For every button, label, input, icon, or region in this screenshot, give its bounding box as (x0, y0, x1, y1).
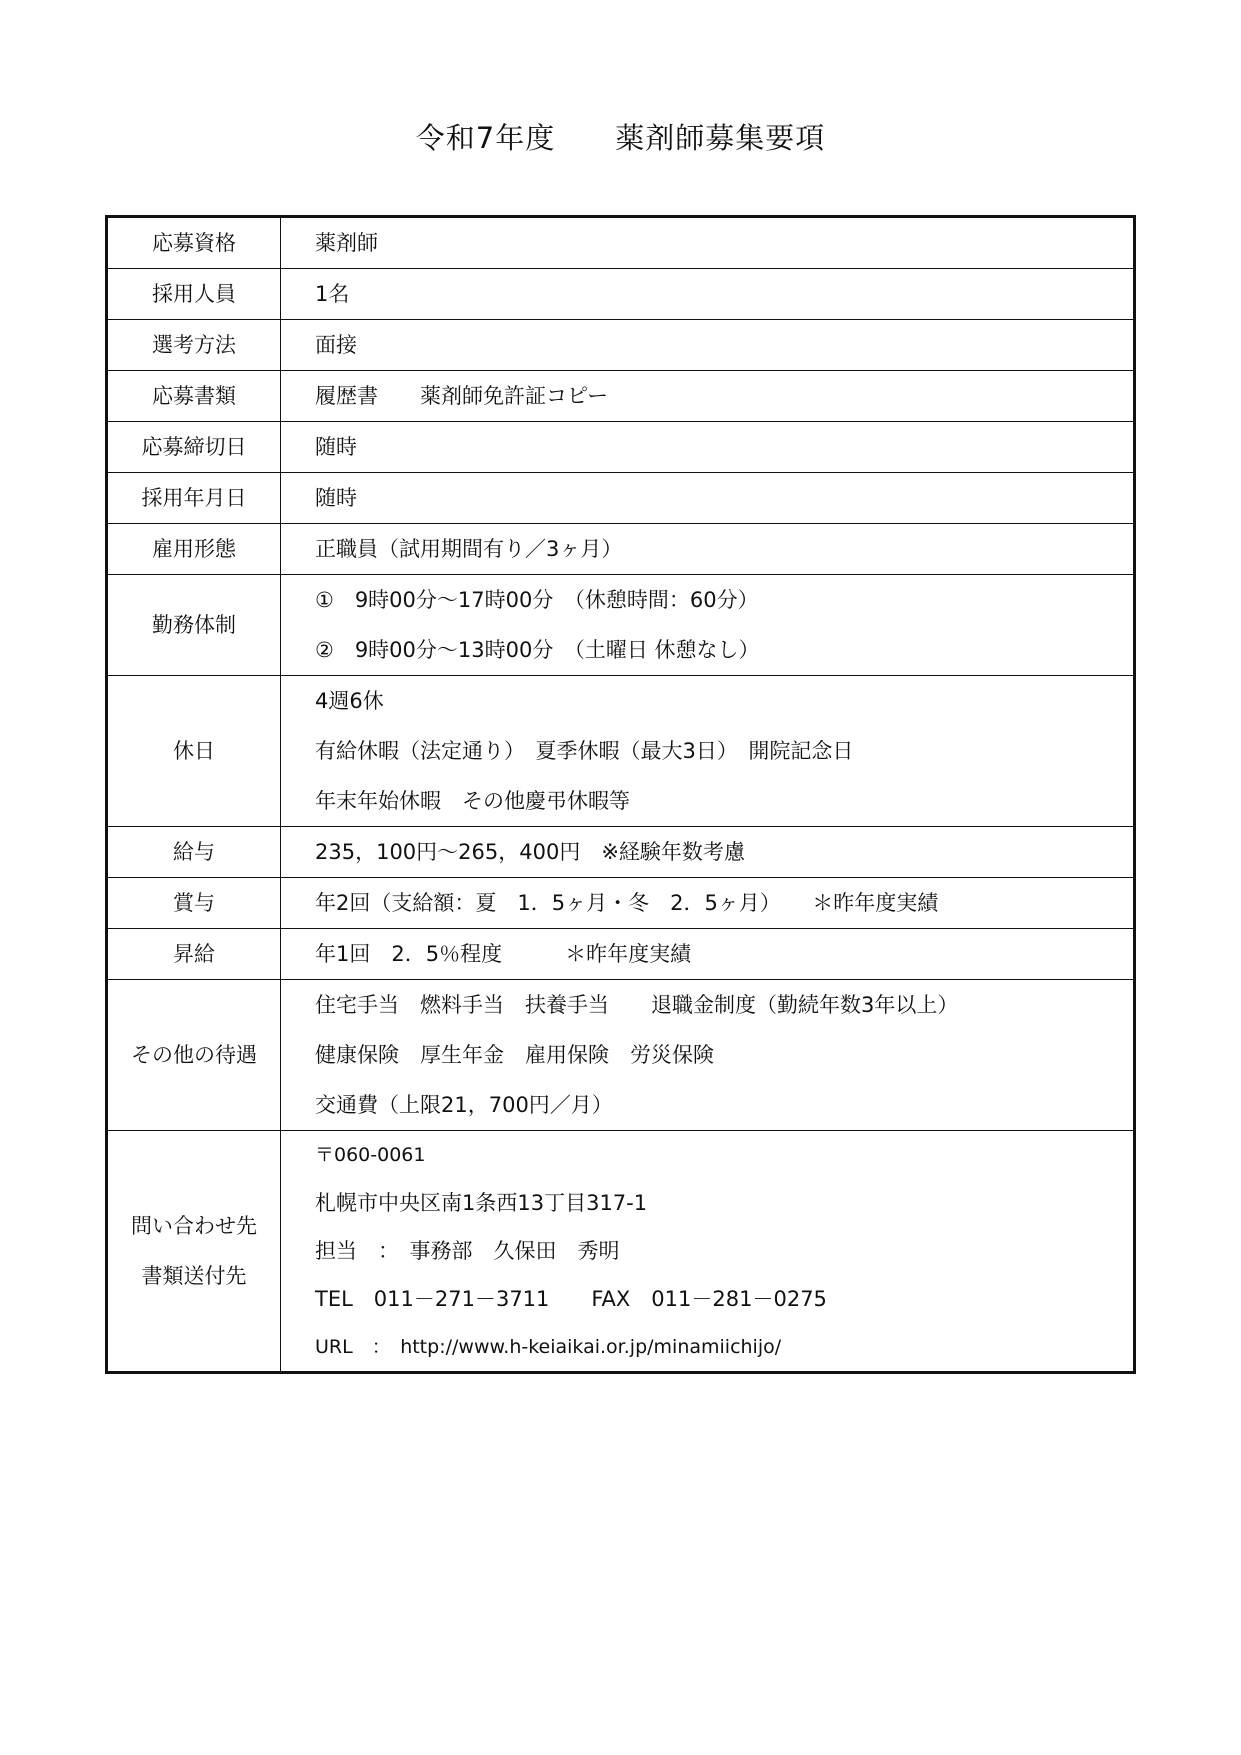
contact-label-line: 問い合わせ先 (131, 1214, 257, 1238)
row-value-line: ① 9時00分～17時00分 （休憩時間：60分） (315, 588, 759, 612)
row-label (107, 929, 281, 980)
row-value-line: 交通費（上限21，700円／月） (315, 1093, 613, 1117)
row-label (107, 524, 281, 575)
row-label-text: 応募締切日 (141, 435, 247, 459)
row-label-text: 賞与 (173, 891, 215, 915)
row-value-line: 1名 (315, 281, 350, 306)
contact-label-line: 書類送付先 (141, 1264, 247, 1288)
row-label-text: 採用年月日 (141, 486, 247, 510)
table-row (107, 827, 1135, 878)
address: 札幌市中央区南1条西13丁目317-1 (315, 1191, 648, 1215)
row-label (107, 575, 281, 676)
row-label-text: 勤務体制 (152, 613, 236, 637)
contact-label (107, 1131, 281, 1373)
row-label (107, 473, 281, 524)
row-label-text: その他の待遇 (131, 1043, 257, 1067)
row-label (107, 269, 281, 320)
contact-row (107, 1131, 1135, 1373)
recruitment-table (105, 215, 1136, 1374)
row-value (281, 217, 1135, 269)
phone-fax: TEL 011－271－3711 FAX 011－281－0275 (315, 1287, 827, 1311)
row-label (107, 320, 281, 371)
row-value (281, 980, 1135, 1131)
row-label-text: 休日 (173, 739, 215, 763)
row-value (281, 269, 1135, 320)
row-value-line: ② 9時00分～13時00分 （土曜日 休憩なし） (315, 638, 760, 662)
row-label-text: 応募書類 (152, 384, 236, 408)
table-row (107, 676, 1135, 827)
row-label (107, 827, 281, 878)
postal-code: 〒060-0061 (315, 1144, 426, 1166)
table-row (107, 422, 1135, 473)
row-value-line: 正職員（試用期間有り／3ヶ月） (315, 536, 623, 561)
row-value-line: 有給休暇（法定通り） 夏季休暇（最大3日） 開院記念日 (315, 739, 854, 763)
table-row (107, 575, 1135, 676)
table-row (107, 524, 1135, 575)
row-label-text: 選考方法 (152, 333, 236, 357)
row-value (281, 878, 1135, 929)
row-label (107, 676, 281, 827)
row-label (107, 980, 281, 1131)
row-value (281, 827, 1135, 878)
row-value-line: 健康保険 厚生年金 雇用保険 労災保険 (315, 1043, 714, 1067)
row-value-line: 履歴書 薬剤師免許証コピー (315, 383, 609, 408)
row-value (281, 524, 1135, 575)
website-url[interactable]: URL ： http://www.h-keiaikai.or.jp/minamiichijo/ (315, 1336, 782, 1358)
row-label (107, 878, 281, 929)
row-value-line: 住宅手当 燃料手当 扶養手当 退職金制度（勤続年数3年以上） (315, 993, 959, 1017)
row-value (281, 473, 1135, 524)
table-row (107, 217, 1135, 269)
row-label (107, 217, 281, 269)
contact-person: 担当 ： 事務部 久保田 秀明 (315, 1239, 620, 1263)
row-value-line: 随時 (315, 485, 357, 510)
row-value (281, 929, 1135, 980)
row-value-line: 面接 (315, 332, 357, 357)
table-row (107, 473, 1135, 524)
row-value (281, 422, 1135, 473)
table-row (107, 371, 1135, 422)
row-value-line: 随時 (315, 434, 357, 459)
row-value-line: 4週6休 (315, 689, 384, 713)
row-value (281, 371, 1135, 422)
row-value (281, 676, 1135, 827)
row-value (281, 575, 1135, 676)
row-label (107, 371, 281, 422)
page-title: 令和7年度 薬剤師募集要項 (415, 121, 826, 155)
row-value-line: 年1回 2．5％程度 ＊昨年度実績 (315, 941, 692, 966)
row-value-line: 薬剤師 (315, 230, 378, 255)
row-label-text: 応募資格 (152, 231, 236, 255)
table-row (107, 320, 1135, 371)
table-row (107, 980, 1135, 1131)
contact-value (281, 1131, 1135, 1373)
row-value (281, 320, 1135, 371)
table-row (107, 269, 1135, 320)
row-value-line: 年2回（支給額：夏 1．5ヶ月・冬 2．5ヶ月） ＊昨年度実績 (315, 890, 939, 915)
row-label-text: 給与 (173, 840, 215, 864)
row-value-line: 235，100円～265，400円 ※経験年数考慮 (315, 839, 745, 864)
row-value-line: 年末年始休暇 その他慶弔休暇等 (315, 789, 630, 813)
table-row (107, 929, 1135, 980)
row-label-text: 採用人員 (152, 282, 236, 306)
row-label (107, 422, 281, 473)
table-row (107, 878, 1135, 929)
row-label-text: 雇用形態 (152, 537, 236, 561)
row-label-text: 昇給 (173, 942, 215, 966)
